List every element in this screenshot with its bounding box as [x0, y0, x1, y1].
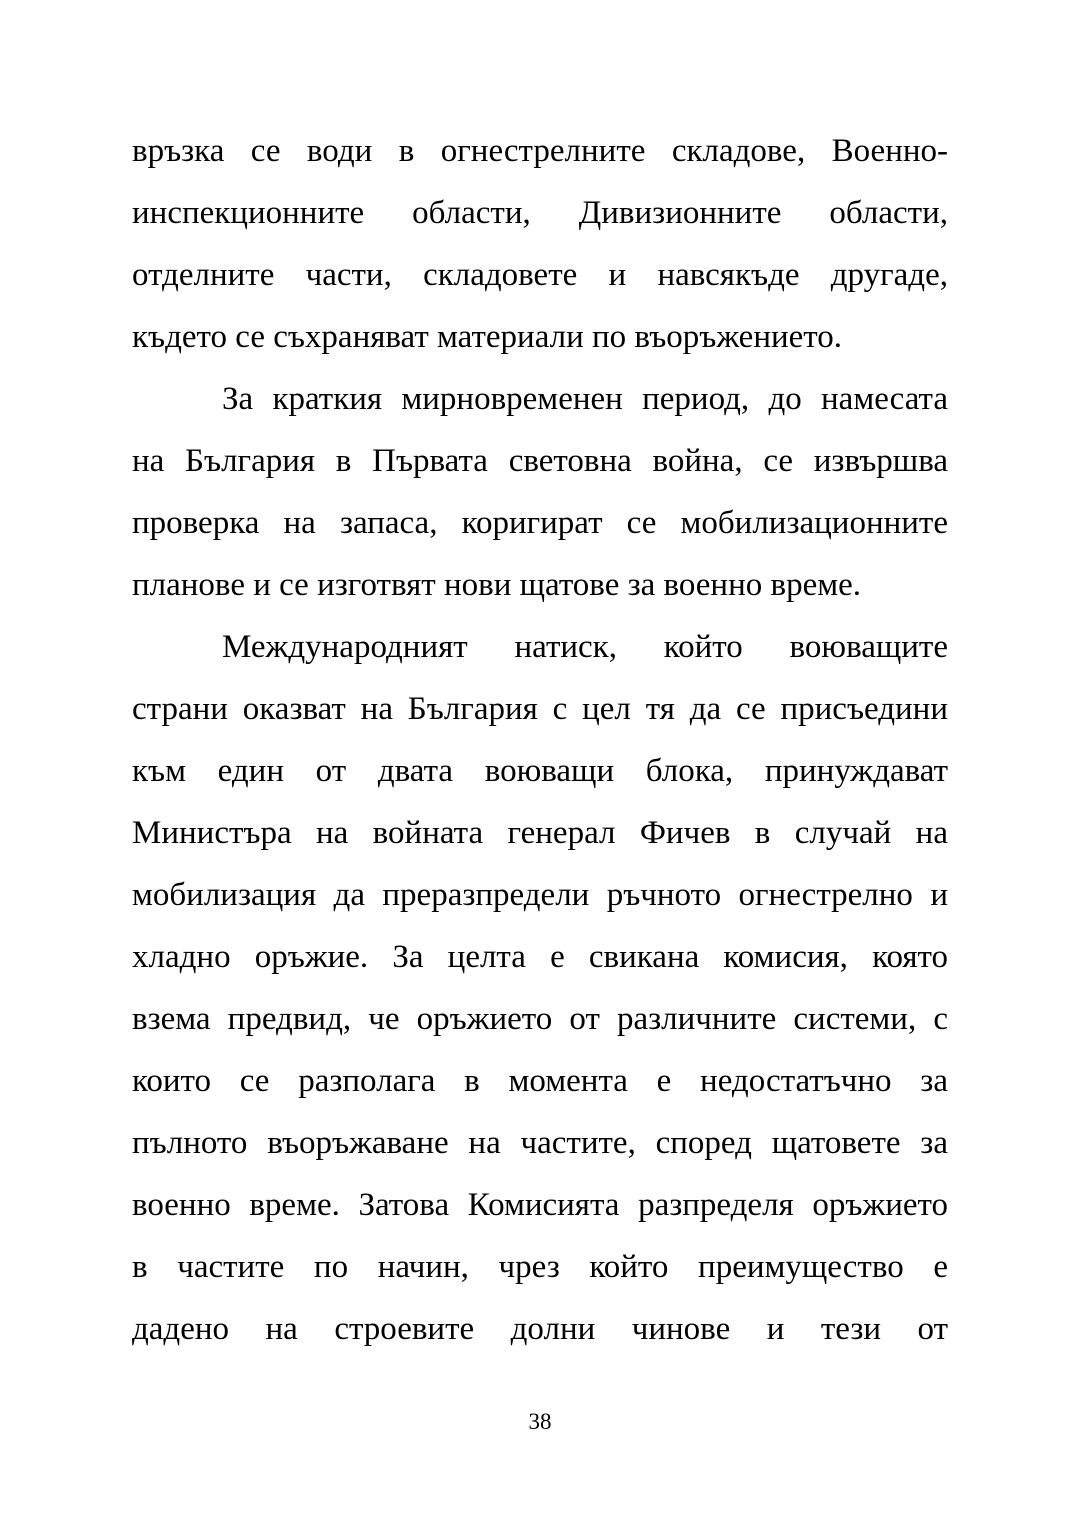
text-line: дадено на строевите долни чинове и тези от — [132, 1311, 948, 1347]
paragraph-3 — [132, 616, 948, 1360]
text-line: отделните части, складовете и навсякъде другаде, — [132, 257, 948, 293]
text-line: проверка на запаса, коригират се мобилизационните — [132, 505, 948, 541]
text-line: военно време. Затова Комисията разпределя оръжието — [132, 1187, 948, 1223]
body-text — [132, 120, 948, 1360]
text-line: Международният натиск, който воюващите — [222, 629, 948, 665]
text-line: Министъра на войната генерал Фичев в случай на — [132, 815, 948, 851]
text-line: пълното въоръжаване на частите, според щатовете за — [132, 1125, 948, 1161]
paragraph-1 — [132, 120, 948, 368]
paragraph-2 — [132, 368, 948, 616]
text-line: към един от двата воюващи блока, принуждават — [132, 753, 948, 789]
text-line: връзка се води в огнестрелните складове, Военно- — [132, 133, 948, 169]
text-line: инспекционните области, Дивизионните области, — [132, 195, 948, 231]
text-line: на България в Първата световна война, се извършва — [132, 443, 948, 479]
text-line: където се съхраняват материали по въоръжението. — [132, 319, 843, 355]
text-line: планове и се изготвят нови щатове за военно време. — [132, 567, 862, 603]
text-line: За краткия мирновременен период, до намесата — [222, 381, 948, 417]
text-line: хладно оръжие. За целта е свикана комисия, която — [132, 939, 948, 975]
text-line: в частите по начин, чрез който преимущество е — [132, 1249, 948, 1285]
text-line: мобилизация да преразпредели ръчното огнестрелно и — [132, 877, 948, 913]
text-line: страни оказват на България с цел тя да се присъедини — [132, 691, 948, 727]
page-number: 38 — [528, 1409, 552, 1434]
text-line: взема предвид, че оръжието от различните системи, с — [132, 1001, 948, 1037]
text-line: които се разполага в момента е недостатъчно за — [132, 1063, 948, 1099]
